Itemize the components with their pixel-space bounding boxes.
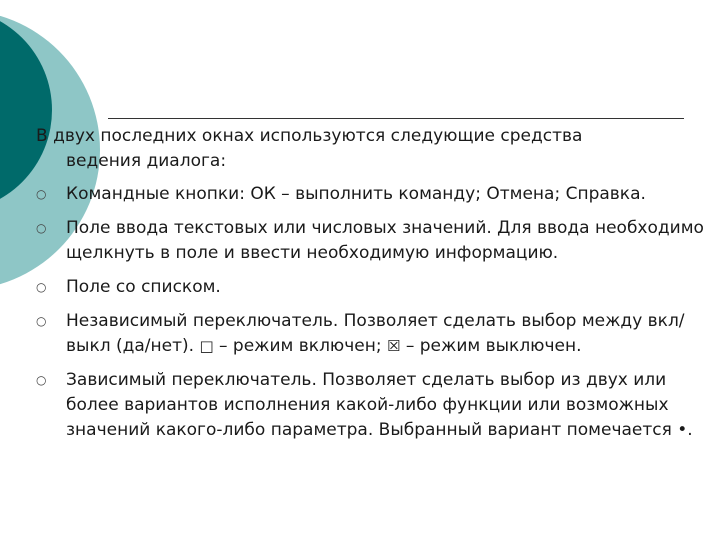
hollow-circle-bullet-icon: ○ [36, 373, 47, 387]
bullet-list [36, 182, 714, 452]
checkbox-off-glyph: ☒ [387, 337, 401, 355]
list-item [36, 368, 714, 443]
title-divider [108, 118, 684, 119]
hollow-circle-bullet-icon: ○ [36, 280, 47, 294]
intro-lead: В двух последних окнах используются следующие средства [36, 126, 583, 146]
item-text: Поле ввода текстовых или числовых значений. Для ввода необходимо щелкнуть в поле и ввести необходимую информацию. [66, 218, 704, 263]
list-item [36, 309, 714, 359]
hollow-circle-bullet-icon: ○ [36, 187, 47, 201]
checkbox-on-glyph: □ [199, 337, 214, 355]
radio-selected-glyph: •. [677, 420, 693, 440]
list-item [36, 216, 714, 266]
intro-continuation: ведения диалога: [66, 151, 227, 171]
item-text: Поле со списком. [66, 277, 221, 297]
intro-paragraph [36, 124, 706, 174]
item-text-off: – режим выключен. [405, 336, 582, 356]
hollow-circle-bullet-icon: ○ [36, 221, 47, 235]
item-text: Командные кнопки: ОК – выполнить команду; Отмена; Справка. [66, 184, 646, 204]
item-text: Независимый переключатель. Позволяет сделать выбор между вкл/выкл (да/нет). [66, 311, 685, 356]
item-text: Зависимый переключатель. Позволяет сделать выбор из двух или более вариантов исполнения какой-либо функции или возможных значений какого-либо параметра. Выбранный вариант помечается [66, 370, 672, 440]
item-text-on: – режим включен; [219, 336, 382, 356]
hollow-circle-bullet-icon: ○ [36, 314, 47, 328]
list-item [36, 275, 714, 300]
list-item [36, 182, 714, 207]
